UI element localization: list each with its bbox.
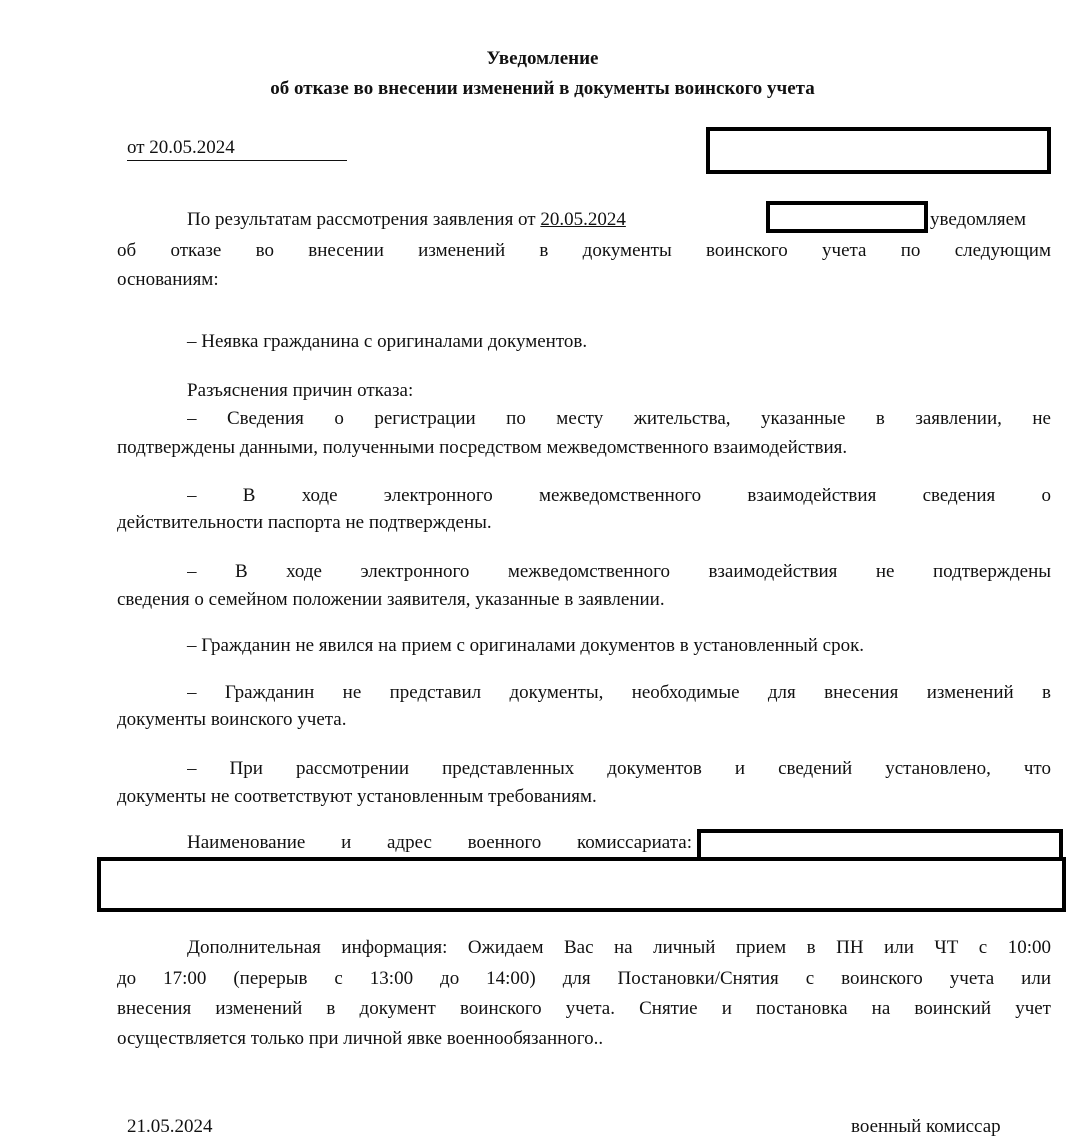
reason-2-line-2: действительности паспорта не подтверждены. [117, 512, 492, 533]
intro-line-3: основаниям: [117, 269, 219, 290]
intro-line-1: По результатам рассмотрения заявления от 20.05.2024 [187, 209, 626, 230]
intro-line-2: об отказе во внесении изменений в документы воинского учета по следующим [117, 240, 1051, 261]
redacted-recipient-box [706, 127, 1051, 174]
additional-info-line-3: внесения изменений в документ воинского учета. Снятие и постановка на воинский учет [117, 998, 1051, 1019]
reason-6-line-2: документы не соответствуют установленным требованиям. [117, 786, 597, 807]
ground-item-1: – Неявка гражданина с оригиналами документов. [187, 331, 588, 352]
document-subtitle: об отказе во внесении изменений в документы воинского учета [270, 78, 815, 99]
reason-1-line-2: подтверждены данными, полученными посредством межведомственного взаимодействия. [117, 437, 848, 458]
additional-info-line-2: до 17:00 (перерыв с 13:00 до 14:00) для Постановки/Снятия с воинского учета или [117, 968, 1051, 989]
redacted-applicant-box [766, 201, 928, 233]
redacted-commissariat-address-box [97, 857, 1066, 912]
reason-2-line-1: – В ходе электронного межведомственного взаимодействия сведения о [187, 485, 1051, 506]
intro-line-1-suffix: уведомляем [930, 209, 1027, 230]
reason-6-line-1: – При рассмотрении представленных документов и сведений установлено, что [187, 758, 1051, 779]
document-title: Уведомление [486, 48, 599, 69]
commissariat-label: Наименование и адрес военного комиссариата: [187, 832, 692, 853]
reason-4-line-1: – Гражданин не явился на прием с оригиналами документов в установленный срок. [187, 635, 865, 656]
reason-1-line-1: – Сведения о регистрации по месту жительства, указанные в заявлении, не [187, 408, 1051, 429]
application-date: 20.05.2024 [540, 209, 626, 230]
signatory-title: военный комиссар [851, 1116, 1001, 1137]
additional-info-line-1: Дополнительная информация: Ожидаем Вас на личный прием в ПН или ЧТ с 10:00 [187, 937, 1051, 958]
reasons-heading: Разъяснения причин отказа: [187, 380, 414, 401]
signature-date: 21.05.2024 [127, 1116, 213, 1137]
reason-3-line-1: – В ходе электронного межведомственного взаимодействия не подтверждены [187, 561, 1051, 582]
document-date: от 20.05.2024 [127, 136, 347, 161]
reason-5-line-1: – Гражданин не представил документы, необходимые для внесения изменений в [187, 682, 1051, 703]
reason-5-line-2: документы воинского учета. [117, 709, 347, 730]
reason-3-line-2: сведения о семейном положении заявителя, указанные в заявлении. [117, 589, 665, 610]
additional-info-line-4: осуществляется только при личной явке военнообязанного.. [117, 1028, 604, 1049]
